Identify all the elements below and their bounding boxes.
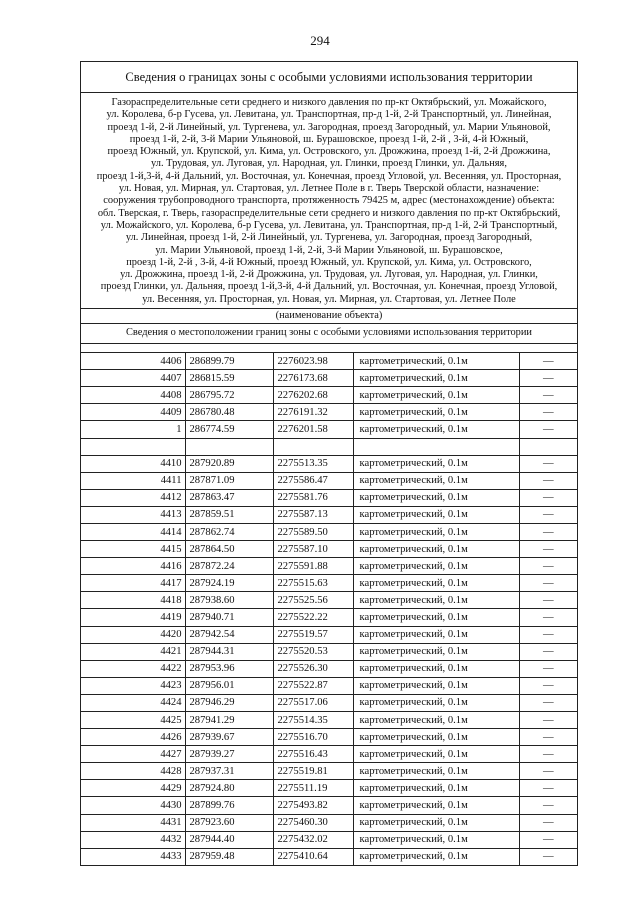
extra-cell: — <box>519 729 577 746</box>
y-coordinate-cell: 2275522.87 <box>273 677 353 694</box>
y-coordinate-cell: 2275514.35 <box>273 712 353 729</box>
x-coordinate-cell: 287944.31 <box>185 643 273 660</box>
method-cell: картометрический, 0.1м <box>353 712 519 729</box>
point-number-cell: 4417 <box>81 575 185 592</box>
table-row <box>81 780 577 797</box>
extra-cell: — <box>519 472 577 489</box>
document-heading: Сведения о границах зоны с особыми условиями использования территории <box>81 62 577 93</box>
method-cell <box>353 438 519 455</box>
extra-cell: — <box>519 780 577 797</box>
x-coordinate-cell: 287940.71 <box>185 609 273 626</box>
table-row <box>81 712 577 729</box>
method-cell: картометрический, 0.1м <box>353 780 519 797</box>
extra-cell: — <box>519 626 577 643</box>
extra-cell: — <box>519 677 577 694</box>
point-number-cell: 4430 <box>81 797 185 814</box>
y-coordinate-cell: 2276202.68 <box>273 387 353 404</box>
point-number-cell: 4424 <box>81 694 185 711</box>
object-caption: (наименование объекта) <box>81 309 577 324</box>
table-row <box>81 472 577 489</box>
point-number-cell: 4431 <box>81 814 185 831</box>
point-number-cell: 4407 <box>81 370 185 387</box>
point-number-cell: 4414 <box>81 523 185 540</box>
y-coordinate-cell: 2275493.82 <box>273 797 353 814</box>
y-coordinate-cell: 2276173.68 <box>273 370 353 387</box>
x-coordinate-cell: 287899.76 <box>185 797 273 814</box>
point-number-cell <box>81 438 185 455</box>
extra-cell: — <box>519 558 577 575</box>
y-coordinate-cell: 2275516.70 <box>273 729 353 746</box>
point-number-cell: 4416 <box>81 558 185 575</box>
point-number-cell: 4419 <box>81 609 185 626</box>
table-row <box>81 353 577 370</box>
table-row <box>81 609 577 626</box>
object-description-line: проезд 1-й,3-й, 4-й Дальний, ул. Восточная, ул. Конечная, проезд Угловой, ул. Весенняя, ул. Просторная, <box>96 170 562 182</box>
point-number-cell: 4408 <box>81 387 185 404</box>
object-description-line: ул. Дрожжина, проезд 1-й, 2-й Дрожжина, ул. Трудовая, ул. Луговая, ул. Народная, ул. Глинки, <box>120 269 538 281</box>
point-number-cell: 4418 <box>81 592 185 609</box>
extra-cell: — <box>519 353 577 370</box>
method-cell: картометрический, 0.1м <box>353 370 519 387</box>
table-row <box>81 370 577 387</box>
x-coordinate-cell: 287946.29 <box>185 694 273 711</box>
object-description-line: ул. Весенняя, ул. Просторная, ул. Новая, ул. Мирная, ул. Стартовая, ул. Летнее Поле <box>142 293 516 305</box>
method-cell: картометрический, 0.1м <box>353 523 519 540</box>
x-coordinate-cell: 287923.60 <box>185 814 273 831</box>
x-coordinate-cell: 287859.51 <box>185 506 273 523</box>
extra-cell: — <box>519 797 577 814</box>
y-coordinate-cell <box>273 438 353 455</box>
method-cell: картометрический, 0.1м <box>353 421 519 438</box>
point-number-cell: 1 <box>81 421 185 438</box>
y-coordinate-cell: 2275519.57 <box>273 626 353 643</box>
x-coordinate-cell: 287942.54 <box>185 626 273 643</box>
x-coordinate-cell: 286815.59 <box>185 370 273 387</box>
table-row <box>81 387 577 404</box>
y-coordinate-cell: 2275516.43 <box>273 746 353 763</box>
method-cell: картометрический, 0.1м <box>353 763 519 780</box>
method-cell: картометрический, 0.1м <box>353 677 519 694</box>
table-row <box>81 729 577 746</box>
zone-boundary-document <box>80 61 578 866</box>
x-coordinate-cell: 287920.89 <box>185 455 273 472</box>
y-coordinate-cell: 2275519.81 <box>273 763 353 780</box>
x-coordinate-cell: 287872.24 <box>185 558 273 575</box>
extra-cell: — <box>519 421 577 438</box>
y-coordinate-cell: 2275526.30 <box>273 660 353 677</box>
table-row <box>81 763 577 780</box>
point-number-cell: 4429 <box>81 780 185 797</box>
table-row <box>81 421 577 438</box>
point-number-cell: 4432 <box>81 831 185 848</box>
table-row <box>81 506 577 523</box>
object-description-line: проезд 1-й, 2-й, 3-й Марии Ульяновой, ш. Бурашовское, проезд 1-й, 2-й , 3-й, 4-й Южный, <box>129 133 529 145</box>
table-row <box>81 831 577 848</box>
table-row <box>81 660 577 677</box>
x-coordinate-cell: 287863.47 <box>185 489 273 506</box>
object-description-line: Газораспределительные сети среднего и низкого давления по пр-кт Октябрьский, ул. Можайского, <box>111 97 547 108</box>
table-spacer <box>81 344 577 353</box>
point-number-cell: 4425 <box>81 712 185 729</box>
table-row <box>81 523 577 540</box>
section-title: Сведения о местоположении границ зоны с особыми условиями использования территории <box>81 324 577 344</box>
method-cell: картометрический, 0.1м <box>353 558 519 575</box>
extra-cell: — <box>519 575 577 592</box>
x-coordinate-cell: 286899.79 <box>185 353 273 370</box>
extra-cell: — <box>519 370 577 387</box>
point-number-cell: 4409 <box>81 404 185 421</box>
point-number-cell: 4421 <box>81 643 185 660</box>
x-coordinate-cell: 287924.80 <box>185 780 273 797</box>
x-coordinate-cell: 287956.01 <box>185 677 273 694</box>
table-row <box>81 592 577 609</box>
method-cell: картометрический, 0.1м <box>353 694 519 711</box>
extra-cell: — <box>519 489 577 506</box>
method-cell: картометрический, 0.1м <box>353 387 519 404</box>
y-coordinate-cell: 2275591.88 <box>273 558 353 575</box>
y-coordinate-cell: 2275520.53 <box>273 643 353 660</box>
object-description-line: обл. Тверская, г. Тверь, газораспределительные сети среднего и низкого давления по пр-кт Октябрьский, <box>97 207 561 219</box>
object-description-line: сооружения трубопроводного транспорта, протяженность 79425 м, адрес (местонахождение) объекта: <box>103 195 555 207</box>
extra-cell: — <box>519 523 577 540</box>
method-cell: картометрический, 0.1м <box>353 609 519 626</box>
extra-cell: — <box>519 455 577 472</box>
method-cell: картометрический, 0.1м <box>353 353 519 370</box>
object-description-line: ул. Новая, ул. Мирная, ул. Стартовая, ул. Летнее Поле в г. Тверь Тверской области, назначение: <box>118 183 540 195</box>
x-coordinate-cell: 287959.48 <box>185 848 273 865</box>
x-coordinate-cell: 286774.59 <box>185 421 273 438</box>
method-cell: картометрический, 0.1м <box>353 643 519 660</box>
method-cell: картометрический, 0.1м <box>353 575 519 592</box>
point-number-cell: 4411 <box>81 472 185 489</box>
method-cell: картометрический, 0.1м <box>353 455 519 472</box>
point-number-cell: 4415 <box>81 541 185 558</box>
point-number-cell: 4427 <box>81 746 185 763</box>
table-row <box>81 575 577 592</box>
extra-cell: — <box>519 541 577 558</box>
extra-cell: — <box>519 404 577 421</box>
table-row <box>81 455 577 472</box>
x-coordinate-cell: 286795.72 <box>185 387 273 404</box>
method-cell: картометрический, 0.1м <box>353 404 519 421</box>
point-number-cell: 4406 <box>81 353 185 370</box>
point-number-cell: 4428 <box>81 763 185 780</box>
table-row <box>81 626 577 643</box>
x-coordinate-cell: 287937.31 <box>185 763 273 780</box>
y-coordinate-cell: 2275517.06 <box>273 694 353 711</box>
x-coordinate-cell: 287941.29 <box>185 712 273 729</box>
y-coordinate-cell: 2275522.22 <box>273 609 353 626</box>
x-coordinate-cell: 287864.50 <box>185 541 273 558</box>
point-number-cell: 4426 <box>81 729 185 746</box>
extra-cell: — <box>519 506 577 523</box>
extra-cell: — <box>519 660 577 677</box>
extra-cell: — <box>519 763 577 780</box>
extra-cell: — <box>519 848 577 865</box>
x-coordinate-cell: 287953.96 <box>185 660 273 677</box>
y-coordinate-cell: 2275525.56 <box>273 592 353 609</box>
point-number-cell: 4420 <box>81 626 185 643</box>
method-cell: картометрический, 0.1м <box>353 746 519 763</box>
x-coordinate-cell <box>185 438 273 455</box>
y-coordinate-cell: 2275460.30 <box>273 814 353 831</box>
object-description-line: ул. Можайского, ул. Королева, б-р Гусева, ул. Левитана, ул. Транспортная, пр-д 1-й, 2-й Транспортный, <box>100 219 558 231</box>
y-coordinate-cell: 2275586.47 <box>273 472 353 489</box>
extra-cell: — <box>519 831 577 848</box>
table-row <box>81 558 577 575</box>
y-coordinate-cell: 2275432.02 <box>273 831 353 848</box>
point-number-cell: 4433 <box>81 848 185 865</box>
y-coordinate-cell: 2275587.13 <box>273 506 353 523</box>
x-coordinate-cell: 287924.19 <box>185 575 273 592</box>
method-cell: картометрический, 0.1м <box>353 506 519 523</box>
extra-cell: — <box>519 694 577 711</box>
table-row <box>81 694 577 711</box>
y-coordinate-cell: 2276201.58 <box>273 421 353 438</box>
extra-cell <box>519 438 577 455</box>
x-coordinate-cell: 287871.09 <box>185 472 273 489</box>
table-row <box>81 746 577 763</box>
object-description <box>81 93 577 309</box>
object-description-line: проезд 1-й, 2-й , 3-й, 4-й Южный, проезд Южный, ул. Крупской, ул. Кима, ул. Островского, <box>126 256 532 268</box>
y-coordinate-cell: 2275511.19 <box>273 780 353 797</box>
y-coordinate-cell: 2275515.63 <box>273 575 353 592</box>
extra-cell: — <box>519 643 577 660</box>
object-description-line: проезд Южный, ул. Крупской, ул. Кима, ул. Островского, ул. Дрожжина, проезд 1-й, 2-й Дрожжина, <box>107 146 551 158</box>
y-coordinate-cell: 2275513.35 <box>273 455 353 472</box>
table-row <box>81 814 577 831</box>
method-cell: картометрический, 0.1м <box>353 729 519 746</box>
point-number-cell: 4410 <box>81 455 185 472</box>
object-description-line: проезд 1-й, 2-й Линейный, ул. Тургенева, ул. Загородная, проезд Загородный, ул. Марии Ульяновой, <box>107 121 551 133</box>
method-cell: картометрический, 0.1м <box>353 592 519 609</box>
object-description-line: проезд Глинки, ул. Дальняя, проезд 1-й,3-й, 4-й Дальний, ул. Восточная, ул. Конечная, проезд Угловой, <box>100 281 558 293</box>
point-number-cell: 4413 <box>81 506 185 523</box>
object-description-line: ул. Королева, б-р Гусева, ул. Левитана, ул. Транспортная, пр-д 1-й, 2-й Транспортный, ул. Линейная, <box>106 109 552 121</box>
x-coordinate-cell: 287939.27 <box>185 746 273 763</box>
extra-cell: — <box>519 592 577 609</box>
extra-cell: — <box>519 387 577 404</box>
y-coordinate-cell: 2275587.10 <box>273 541 353 558</box>
extra-cell: — <box>519 746 577 763</box>
object-description-line: ул. Трудовая, ул. Луговая, ул. Народная, ул. Глинки, проезд Глинки, ул. Дальняя, <box>151 158 507 170</box>
method-cell: картометрический, 0.1м <box>353 660 519 677</box>
object-description-line: ул. Линейная, проезд 1-й, 2-й Линейный, ул. Тургенева, ул. Загородная, проезд Загородный, <box>125 232 533 244</box>
y-coordinate-cell: 2275410.64 <box>273 848 353 865</box>
x-coordinate-cell: 286780.48 <box>185 404 273 421</box>
y-coordinate-cell: 2275589.50 <box>273 523 353 540</box>
point-number-cell: 4422 <box>81 660 185 677</box>
point-number-cell: 4412 <box>81 489 185 506</box>
method-cell: картометрический, 0.1м <box>353 472 519 489</box>
table-row <box>81 848 577 865</box>
y-coordinate-cell: 2275581.76 <box>273 489 353 506</box>
page-number: 294 <box>310 33 330 48</box>
extra-cell: — <box>519 712 577 729</box>
table-row <box>81 677 577 694</box>
x-coordinate-cell: 287938.60 <box>185 592 273 609</box>
y-coordinate-cell: 2276023.98 <box>273 353 353 370</box>
x-coordinate-cell: 287939.67 <box>185 729 273 746</box>
method-cell: картометрический, 0.1м <box>353 797 519 814</box>
table-row <box>81 489 577 506</box>
x-coordinate-cell: 287862.74 <box>185 523 273 540</box>
method-cell: картометрический, 0.1м <box>353 541 519 558</box>
method-cell: картометрический, 0.1м <box>353 831 519 848</box>
extra-cell: — <box>519 814 577 831</box>
table-row <box>81 797 577 814</box>
extra-cell: — <box>519 609 577 626</box>
method-cell: картометрический, 0.1м <box>353 848 519 865</box>
coordinates-table <box>81 353 577 865</box>
point-number-cell: 4423 <box>81 677 185 694</box>
table-row <box>81 438 577 455</box>
table-row <box>81 643 577 660</box>
x-coordinate-cell: 287944.40 <box>185 831 273 848</box>
method-cell: картометрический, 0.1м <box>353 626 519 643</box>
object-description-line: ул. Марии Ульяновой, проезд 1-й, 2-й, 3-й Марии Ульяновой, ш. Бурашовское, <box>155 244 503 256</box>
y-coordinate-cell: 2276191.32 <box>273 404 353 421</box>
table-row <box>81 404 577 421</box>
table-row <box>81 541 577 558</box>
method-cell: картометрический, 0.1м <box>353 814 519 831</box>
method-cell: картометрический, 0.1м <box>353 489 519 506</box>
